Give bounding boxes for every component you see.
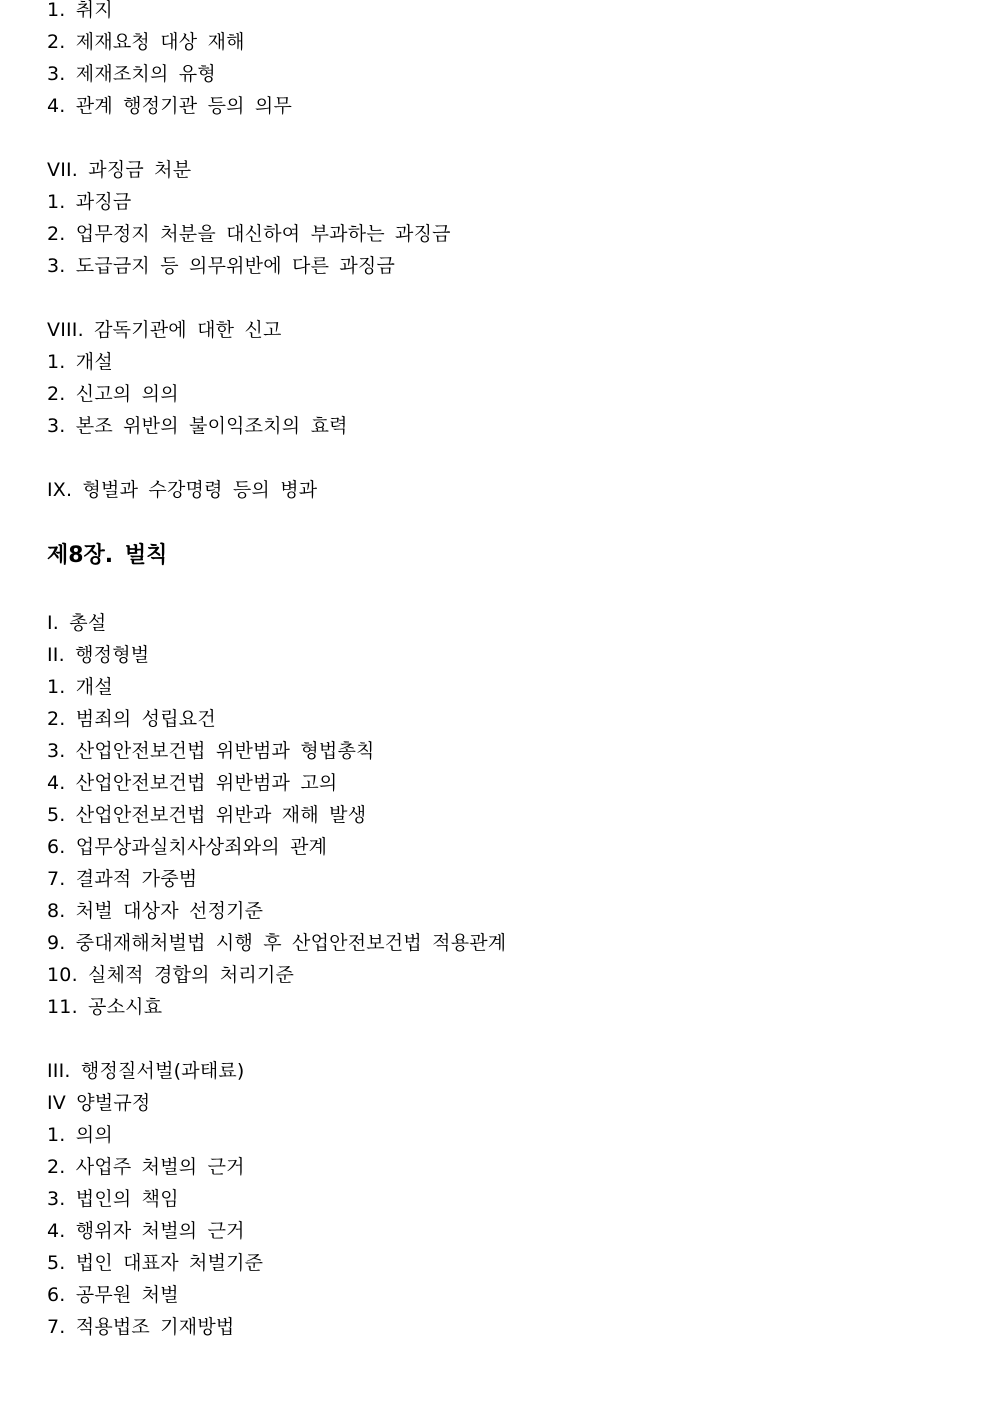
list-item: 1. 과징금 (47, 191, 132, 213)
list-item: 2. 사업주 처벌의 근거 (47, 1156, 245, 1178)
section-heading: IX. 형벌과 수강명령 등의 병과 (47, 479, 318, 501)
list-item: 2. 범죄의 성립요건 (47, 708, 216, 730)
list-item: 5. 법인 대표자 처벌기준 (47, 1252, 264, 1274)
section-heading: IV 양벌규정 (47, 1092, 151, 1114)
list-item: 1. 의의 (47, 1124, 113, 1146)
list-item: 8. 처벌 대상자 선정기준 (47, 900, 264, 922)
list-item: 3. 제재조치의 유형 (47, 63, 216, 85)
list-item: 5. 산업안전보건법 위반과 재해 발생 (47, 804, 367, 826)
list-item: 4. 행위자 처벌의 근거 (47, 1220, 245, 1242)
section-heading: I. 총설 (47, 612, 107, 634)
list-item: 10. 실체적 경합의 처리기준 (47, 964, 295, 986)
list-item: 7. 결과적 가중범 (47, 868, 198, 890)
section-heading: III. 행정질서벌(과태료) (47, 1060, 245, 1082)
list-item: 2. 제재요청 대상 재해 (47, 31, 245, 53)
list-item: 3. 도급금지 등 의무위반에 다른 과징금 (47, 255, 396, 277)
list-item: 2. 업무정지 처분을 대신하여 부과하는 과징금 (47, 223, 451, 245)
list-item: 11. 공소시효 (47, 996, 163, 1018)
list-item: 6. 공무원 처벌 (47, 1284, 179, 1306)
list-item: 1. 개설 (47, 351, 113, 373)
section-heading: VII. 과징금 처분 (47, 159, 192, 181)
list-item: 3. 법인의 책임 (47, 1188, 179, 1210)
list-item: 9. 중대재해처벌법 시행 후 산업안전보건법 적용관계 (47, 932, 507, 954)
list-item: 3. 산업안전보건법 위반범과 형법총칙 (47, 740, 375, 762)
list-item: 4. 관계 행정기관 등의 의무 (47, 95, 293, 117)
section-heading: II. 행정형벌 (47, 644, 150, 666)
list-item: 3. 본조 위반의 불이익조치의 효력 (47, 415, 348, 437)
list-item: 4. 산업안전보건법 위반범과 고의 (47, 772, 338, 794)
list-item: 7. 적용법조 기재방법 (47, 1316, 235, 1338)
list-item: 6. 업무상과실치사상죄와의 관계 (47, 836, 328, 858)
list-item: 2. 신고의 의의 (47, 383, 179, 405)
list-item: 1. 개설 (47, 676, 113, 698)
list-item: 1. 취지 (47, 0, 113, 21)
section-heading: VIII. 감독기관에 대한 신고 (47, 319, 282, 341)
chapter-title: 제8장. 벌칙 (47, 543, 168, 568)
